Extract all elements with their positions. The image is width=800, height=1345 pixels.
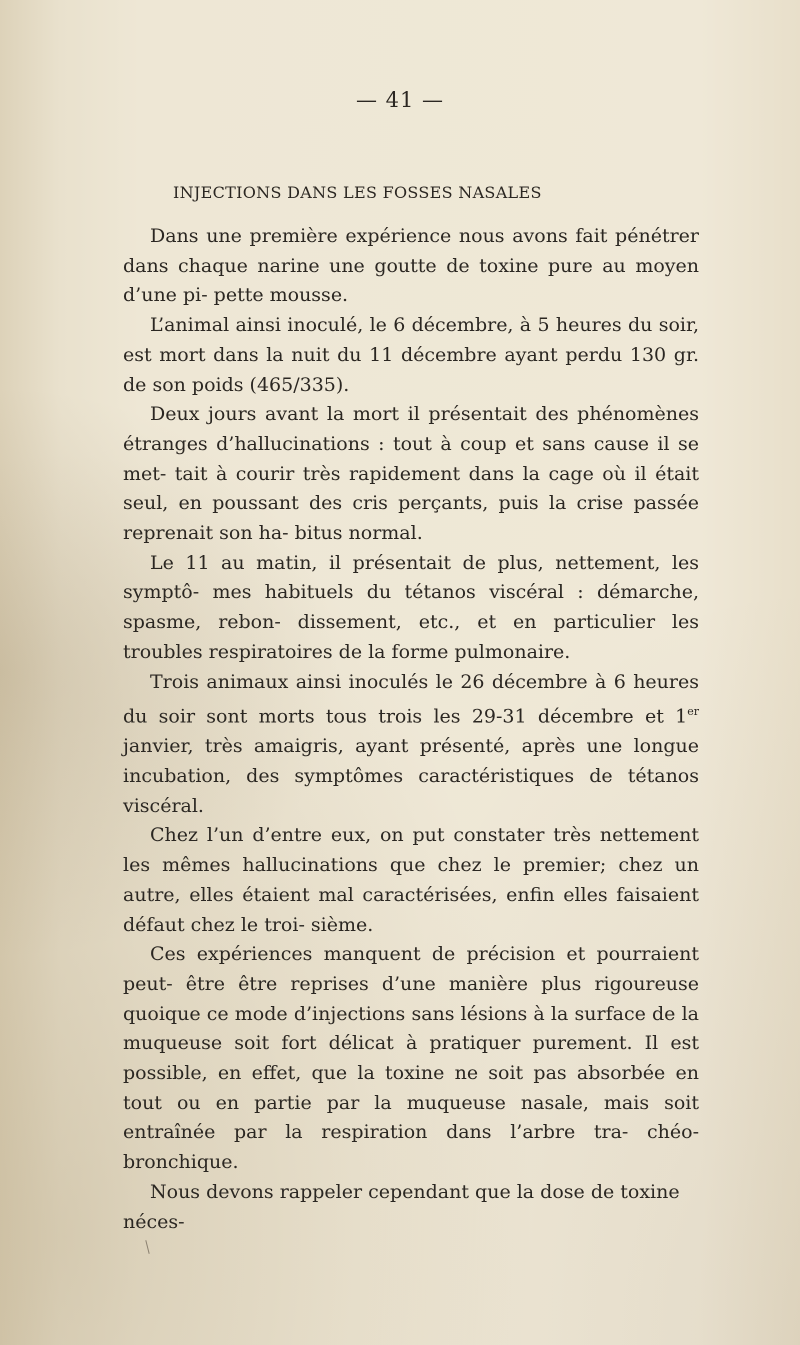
- paragraph-3: Deux jours avant la mort il présentait des phénomènes étranges d’hallucinations : tout à coup et sans cause il se met- tait à courir très rapidement dans la cage où il était seul, en poussant des cris perçants, puis la crise passée reprenait son ha- bitus normal.: [123, 403, 699, 545]
- page-number: — 41 —: [355, 88, 445, 112]
- paragraph-7: Ces expériences manquent de précision et pourraient peut- être être reprises d’une manière plus rigoureuse quoique ce mode d’injections sans lésions à la surface de la muqueuse soit fort délicat à pratiquer purement. Il est possible, en effet, que la toxine ne soit pas absorbée en tout ou en partie par la muqueuse nasale, mais soit entraînée par la respiration dans l’arbre tra- chéo-bronchique.: [123, 943, 699, 1174]
- paragraph-5: [123, 668, 699, 822]
- paragraph-5-part-2: janvier, très amaigris, ayant présenté, après une longue incubation, des symptômes caractéristiques de tétanos viscéral.: [123, 735, 699, 817]
- chapter-heading: INJECTIONS DANS LES FOSSES NASALES: [173, 183, 542, 202]
- paragraph-6: Chez l’un d’entre eux, on put constater très nettement les mêmes hallucinations que chez le premier; chez un autre, elles étaient mal caractérisées, enfin elles faisaient défaut chez le troi- sième.: [123, 824, 699, 936]
- stray-ink-mark: [145, 1240, 149, 1254]
- paragraph-2: L’animal ainsi inoculé, le 6 décembre, à 5 heures du soir, est mort dans la nuit du 11 décembre ayant perdu 130 gr. de son poids (465/335).: [123, 314, 699, 396]
- paragraph-1: Dans une première expérience nous avons fait pénétrer dans chaque narine une goutte de toxine pure au moyen d’une pi- pette mousse.: [123, 225, 699, 307]
- paragraph-4: Le 11 au matin, il présentait de plus, nettement, les symptô- mes habituels du tétanos viscéral : démarche, spasme, rebon- dissement, etc., et en particulier les troubles respiratoires de la forme pulmonaire.: [123, 551, 699, 663]
- body-text: [123, 222, 699, 1237]
- ordinal-superscript: er: [687, 705, 699, 719]
- paragraph-8: Nous devons rappeler cependant que la dose de toxine néces-: [123, 1180, 680, 1233]
- paragraph-5-part-1: Trois animaux ainsi inoculés le 26 décembre à 6 heures du soir sont morts tous trois les 29-31 décembre et 1: [123, 670, 699, 728]
